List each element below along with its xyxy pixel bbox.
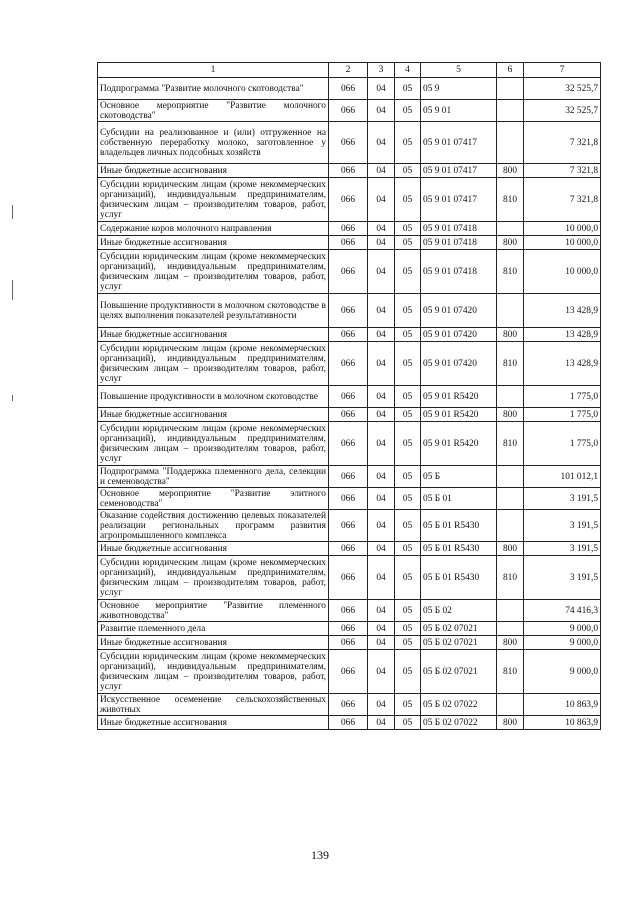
section-code-cell: 04	[368, 100, 395, 122]
subsection-code-cell: 05	[395, 250, 421, 294]
subsection-code-cell: 05	[395, 100, 421, 122]
row-name-cell: Субсидии юридическим лицам (кроме некоммерческих организаций), индивидуальным предпринимателям, физическим лицам – производителям товаров, работ, услуг	[98, 422, 329, 466]
row-name-cell: Оказание содействия достижению целевых показателей реализации региональных программ развития агропромышленного комплекса	[98, 510, 329, 542]
table-row	[98, 222, 601, 236]
table-row	[98, 542, 601, 556]
target-article-cell: 05 Б 01	[421, 488, 497, 510]
table-row	[98, 556, 601, 600]
ministry-code-cell: 066	[329, 600, 368, 622]
section-code-cell: 04	[368, 716, 395, 730]
ministry-code-cell: 066	[329, 622, 368, 636]
section-code-cell: 04	[368, 386, 395, 408]
target-article-cell: 05 9 01 07420	[421, 328, 497, 342]
subsection-code-cell: 05	[395, 328, 421, 342]
row-name-cell: Искусственное осеменение сельскохозяйственных животных	[98, 694, 329, 716]
expense-type-cell	[497, 100, 524, 122]
expense-type-cell	[497, 122, 524, 164]
left-margin-mark	[12, 205, 13, 219]
table-row	[98, 408, 601, 422]
amount-cell: 13 428,9	[524, 328, 601, 342]
section-code-cell: 04	[368, 328, 395, 342]
section-code-cell: 04	[368, 650, 395, 694]
expense-type-cell	[497, 78, 524, 100]
ministry-code-cell: 066	[329, 636, 368, 650]
row-name-cell: Иные бюджетные ассигнования	[98, 328, 329, 342]
amount-cell: 1 775,0	[524, 408, 601, 422]
table-header-row	[98, 63, 601, 78]
table-row	[98, 294, 601, 328]
target-article-cell: 05 Б 02 07021	[421, 650, 497, 694]
ministry-code-cell: 066	[329, 510, 368, 542]
ministry-code-cell: 066	[329, 386, 368, 408]
target-article-cell: 05 9 01 07418	[421, 236, 497, 250]
expense-type-cell	[497, 294, 524, 328]
section-code-cell: 04	[368, 408, 395, 422]
expense-type-cell	[497, 488, 524, 510]
target-article-cell: 05 9	[421, 78, 497, 100]
column-header: 6	[497, 63, 524, 78]
ministry-code-cell: 066	[329, 408, 368, 422]
amount-cell: 7 321,8	[524, 122, 601, 164]
table-row	[98, 122, 601, 164]
subsection-code-cell: 05	[395, 542, 421, 556]
column-header: 4	[395, 63, 421, 78]
table-row	[98, 386, 601, 408]
target-article-cell: 05 9 01 R5420	[421, 422, 497, 466]
target-article-cell: 05 9 01 07417	[421, 164, 497, 178]
target-article-cell: 05 9 01 07420	[421, 342, 497, 386]
amount-cell: 7 321,8	[524, 164, 601, 178]
amount-cell: 32 525,7	[524, 78, 601, 100]
table-body	[98, 78, 601, 730]
section-code-cell: 04	[368, 294, 395, 328]
ministry-code-cell: 066	[329, 694, 368, 716]
table-row	[98, 600, 601, 622]
ministry-code-cell: 066	[329, 222, 368, 236]
subsection-code-cell: 05	[395, 622, 421, 636]
section-code-cell: 04	[368, 600, 395, 622]
target-article-cell: 05 Б	[421, 466, 497, 488]
target-article-cell: 05 9 01 07420	[421, 294, 497, 328]
ministry-code-cell: 066	[329, 122, 368, 164]
expense-type-cell: 800	[497, 636, 524, 650]
table-row	[98, 78, 601, 100]
ministry-code-cell: 066	[329, 78, 368, 100]
subsection-code-cell: 05	[395, 422, 421, 466]
column-header: 1	[98, 63, 329, 78]
row-name-cell: Основное мероприятие "Развитие племенного животноводства"	[98, 600, 329, 622]
subsection-code-cell: 05	[395, 600, 421, 622]
amount-cell: 10 000,0	[524, 250, 601, 294]
target-article-cell: 05 9 01	[421, 100, 497, 122]
section-code-cell: 04	[368, 488, 395, 510]
expense-type-cell	[497, 622, 524, 636]
amount-cell: 101 012,1	[524, 466, 601, 488]
target-article-cell: 05 Б 02 07021	[421, 636, 497, 650]
target-article-cell: 05 9 01 07418	[421, 250, 497, 294]
column-header: 5	[421, 63, 497, 78]
section-code-cell: 04	[368, 222, 395, 236]
section-code-cell: 04	[368, 78, 395, 100]
row-name-cell: Субсидии юридическим лицам (кроме некоммерческих организаций), индивидуальным предпринимателям, физическим лицам – производителям товаров, работ, услуг	[98, 178, 329, 222]
expense-type-cell: 800	[497, 542, 524, 556]
subsection-code-cell: 05	[395, 78, 421, 100]
amount-cell: 10 863,9	[524, 716, 601, 730]
target-article-cell: 05 9 01 R5420	[421, 408, 497, 422]
table-row	[98, 100, 601, 122]
subsection-code-cell: 05	[395, 556, 421, 600]
ministry-code-cell: 066	[329, 250, 368, 294]
expense-type-cell: 810	[497, 650, 524, 694]
subsection-code-cell: 05	[395, 694, 421, 716]
row-name-cell: Иные бюджетные ассигнования	[98, 164, 329, 178]
subsection-code-cell: 05	[395, 164, 421, 178]
subsection-code-cell: 05	[395, 408, 421, 422]
table-row	[98, 510, 601, 542]
subsection-code-cell: 05	[395, 488, 421, 510]
expense-type-cell	[497, 222, 524, 236]
expense-type-cell: 810	[497, 250, 524, 294]
subsection-code-cell: 05	[395, 122, 421, 164]
budget-table	[97, 62, 601, 730]
row-name-cell: Субсидии юридическим лицам (кроме некоммерческих организаций), индивидуальным предпринимателям, физическим лицам – производителям товаров, работ, услуг	[98, 342, 329, 386]
expense-type-cell	[497, 694, 524, 716]
section-code-cell: 04	[368, 622, 395, 636]
section-code-cell: 04	[368, 422, 395, 466]
expense-type-cell: 800	[497, 164, 524, 178]
amount-cell: 9 000,0	[524, 636, 601, 650]
section-code-cell: 04	[368, 342, 395, 386]
ministry-code-cell: 066	[329, 294, 368, 328]
column-header: 3	[368, 63, 395, 78]
ministry-code-cell: 066	[329, 178, 368, 222]
expense-type-cell	[497, 600, 524, 622]
ministry-code-cell: 066	[329, 422, 368, 466]
amount-cell: 74 416,3	[524, 600, 601, 622]
row-name-cell: Подпрограмма "Поддержка племенного дела, селекции и семеноводства"	[98, 466, 329, 488]
subsection-code-cell: 05	[395, 222, 421, 236]
expense-type-cell: 810	[497, 342, 524, 386]
expense-type-cell	[497, 510, 524, 542]
ministry-code-cell: 066	[329, 328, 368, 342]
amount-cell: 1 775,0	[524, 386, 601, 408]
amount-cell: 13 428,9	[524, 342, 601, 386]
ministry-code-cell: 066	[329, 542, 368, 556]
row-name-cell: Субсидии юридическим лицам (кроме некоммерческих организаций), индивидуальным предпринимателям, физическим лицам – производителям товаров, работ, услуг	[98, 250, 329, 294]
amount-cell: 9 000,0	[524, 622, 601, 636]
left-margin-mark	[12, 280, 13, 300]
table-row	[98, 328, 601, 342]
table-row	[98, 250, 601, 294]
target-article-cell: 05 Б 01 R5430	[421, 510, 497, 542]
subsection-code-cell: 05	[395, 650, 421, 694]
target-article-cell: 05 9 01 07417	[421, 178, 497, 222]
target-article-cell: 05 Б 02	[421, 600, 497, 622]
section-code-cell: 04	[368, 236, 395, 250]
amount-cell: 7 321,8	[524, 178, 601, 222]
table-row	[98, 178, 601, 222]
page-number: 139	[311, 848, 329, 862]
table-row	[98, 466, 601, 488]
table-row	[98, 236, 601, 250]
subsection-code-cell: 05	[395, 716, 421, 730]
amount-cell: 1 775,0	[524, 422, 601, 466]
ministry-code-cell: 066	[329, 716, 368, 730]
table-row	[98, 422, 601, 466]
subsection-code-cell: 05	[395, 636, 421, 650]
section-code-cell: 04	[368, 164, 395, 178]
expense-type-cell: 800	[497, 236, 524, 250]
expense-type-cell: 800	[497, 716, 524, 730]
section-code-cell: 04	[368, 556, 395, 600]
target-article-cell: 05 Б 02 07021	[421, 622, 497, 636]
row-name-cell: Субсидии на реализованное и (или) отгруженное на собственную переработку молоко, заготовленное у владельцев личных подсобных хозяйств	[98, 122, 329, 164]
table-row	[98, 164, 601, 178]
target-article-cell: 05 Б 02 07022	[421, 716, 497, 730]
column-header: 7	[524, 63, 601, 78]
ministry-code-cell: 066	[329, 342, 368, 386]
target-article-cell: 05 Б 01 R5430	[421, 542, 497, 556]
ministry-code-cell: 066	[329, 236, 368, 250]
amount-cell: 10 000,0	[524, 222, 601, 236]
ministry-code-cell: 066	[329, 164, 368, 178]
expense-type-cell: 810	[497, 422, 524, 466]
subsection-code-cell: 05	[395, 342, 421, 386]
subsection-code-cell: 05	[395, 178, 421, 222]
row-name-cell: Иные бюджетные ассигнования	[98, 236, 329, 250]
row-name-cell: Повышение продуктивности в молочном скотоводстве в целях выполнения показателей результативности	[98, 294, 329, 328]
row-name-cell: Подпрограмма "Развитие молочного скотоводства"	[98, 78, 329, 100]
subsection-code-cell: 05	[395, 236, 421, 250]
subsection-code-cell: 05	[395, 386, 421, 408]
ministry-code-cell: 066	[329, 100, 368, 122]
table-row	[98, 694, 601, 716]
target-article-cell: 05 Б 01 R5430	[421, 556, 497, 600]
amount-cell: 3 191,5	[524, 488, 601, 510]
row-name-cell: Повышение продуктивности в молочном скотоводстве	[98, 386, 329, 408]
amount-cell: 3 191,5	[524, 510, 601, 542]
subsection-code-cell: 05	[395, 510, 421, 542]
table-row	[98, 622, 601, 636]
target-article-cell: 05 9 01 07418	[421, 222, 497, 236]
amount-cell: 10 863,9	[524, 694, 601, 716]
subsection-code-cell: 05	[395, 294, 421, 328]
target-article-cell: 05 9 01 07417	[421, 122, 497, 164]
expense-type-cell: 810	[497, 556, 524, 600]
section-code-cell: 04	[368, 250, 395, 294]
expense-type-cell: 800	[497, 328, 524, 342]
table-row	[98, 342, 601, 386]
row-name-cell: Иные бюджетные ассигнования	[98, 636, 329, 650]
ministry-code-cell: 066	[329, 556, 368, 600]
row-name-cell: Основное мероприятие "Развитие молочного скотоводства"	[98, 100, 329, 122]
table-row	[98, 650, 601, 694]
section-code-cell: 04	[368, 122, 395, 164]
row-name-cell: Субсидии юридическим лицам (кроме некоммерческих организаций), индивидуальным предпринимателям, физическим лицам – производителям товаров, работ, услуг	[98, 556, 329, 600]
row-name-cell: Иные бюджетные ассигнования	[98, 716, 329, 730]
section-code-cell: 04	[368, 694, 395, 716]
expense-type-cell: 810	[497, 178, 524, 222]
section-code-cell: 04	[368, 178, 395, 222]
section-code-cell: 04	[368, 636, 395, 650]
row-name-cell: Субсидии юридическим лицам (кроме некоммерческих организаций), индивидуальным предпринимателям, физическим лицам – производителям товаров, работ, услуг	[98, 650, 329, 694]
target-article-cell: 05 9 01 R5420	[421, 386, 497, 408]
section-code-cell: 04	[368, 466, 395, 488]
table-row	[98, 488, 601, 510]
target-article-cell: 05 Б 02 07022	[421, 694, 497, 716]
amount-cell: 3 191,5	[524, 542, 601, 556]
ministry-code-cell: 066	[329, 488, 368, 510]
amount-cell: 9 000,0	[524, 650, 601, 694]
row-name-cell: Иные бюджетные ассигнования	[98, 542, 329, 556]
column-header: 2	[329, 63, 368, 78]
amount-cell: 3 191,5	[524, 556, 601, 600]
subsection-code-cell: 05	[395, 466, 421, 488]
amount-cell: 32 525,7	[524, 100, 601, 122]
row-name-cell: Основное мероприятие "Развитие элитного семеноводства"	[98, 488, 329, 510]
expense-type-cell	[497, 466, 524, 488]
amount-cell: 10 000,0	[524, 236, 601, 250]
section-code-cell: 04	[368, 542, 395, 556]
section-code-cell: 04	[368, 510, 395, 542]
row-name-cell: Иные бюджетные ассигнования	[98, 408, 329, 422]
left-margin-mark	[12, 395, 13, 401]
row-name-cell: Содержание коров молочного направления	[98, 222, 329, 236]
expense-type-cell: 800	[497, 408, 524, 422]
row-name-cell: Развитие племенного дела	[98, 622, 329, 636]
amount-cell: 13 428,9	[524, 294, 601, 328]
ministry-code-cell: 066	[329, 466, 368, 488]
expense-type-cell	[497, 386, 524, 408]
ministry-code-cell: 066	[329, 650, 368, 694]
table-row	[98, 716, 601, 730]
table-row	[98, 636, 601, 650]
